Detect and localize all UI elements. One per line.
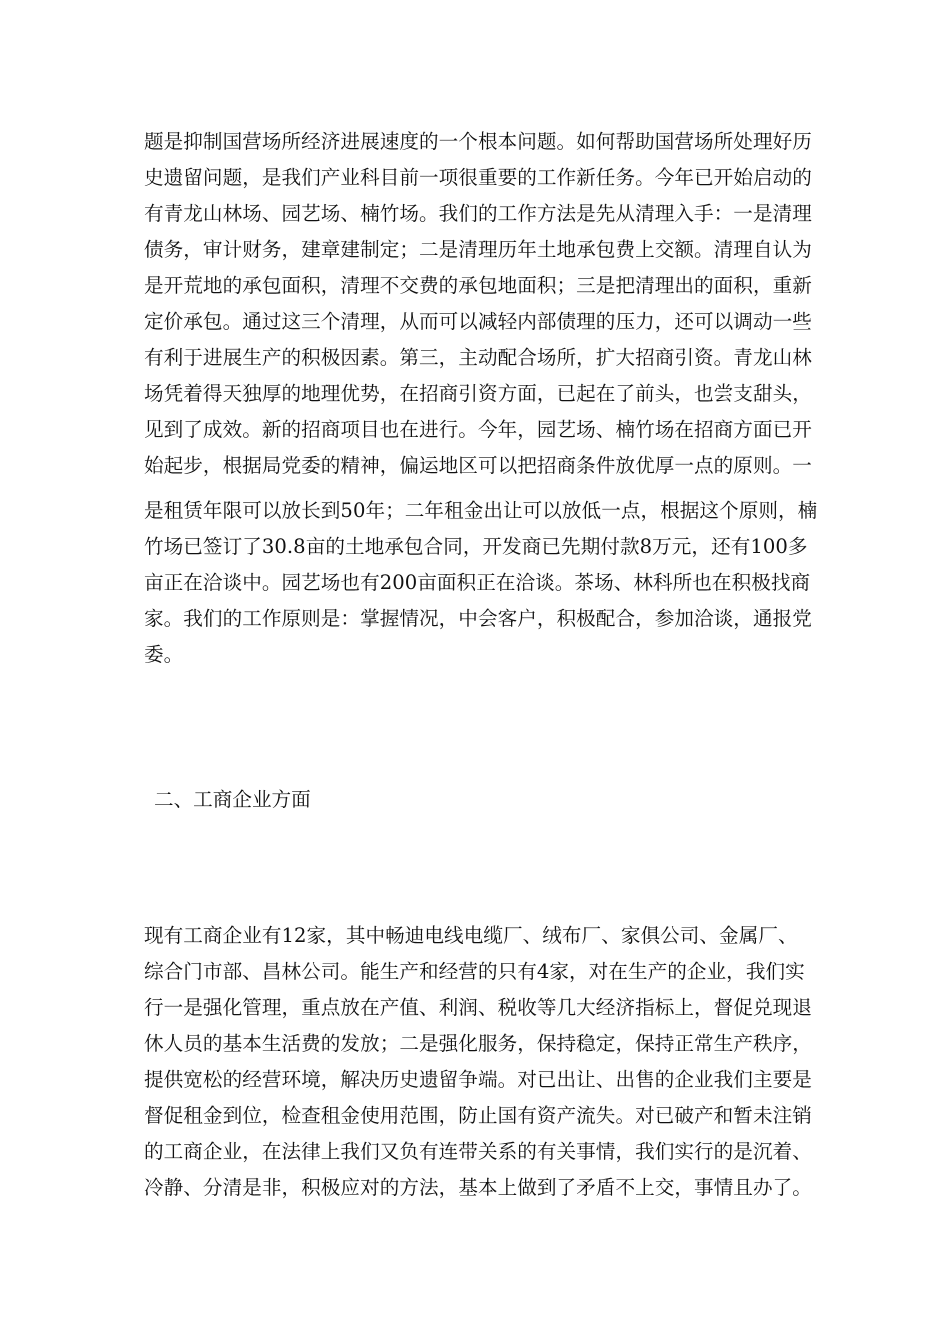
paragraph-2-line: 提供宽松的经营环境，解决历史遗留争端。对已出让、出售的企业我们主要是 xyxy=(144,1068,812,1091)
paragraph-2-line: 休人员的基本生活费的发放；二是强化服务，保持稳定，保持正常生产秩序， xyxy=(144,1032,812,1055)
paragraph-1-line: 场凭着得天独厚的地理优势，在招商引资方面，已起在了前头，也尝支甜头， xyxy=(144,382,812,405)
paragraph-1-line: 是开荒地的承包面积，清理不交费的承包地面积；三是把清理出的面积，重新 xyxy=(144,274,812,297)
paragraph-2-line: 现有工商企业有12家，其中畅迪电线电缆厂、绒布厂、家俱公司、金属厂、 xyxy=(144,924,798,947)
paragraph-2-line: 督促租金到位，检查租金使用范围，防止国有资产流失。对已破产和暂未注销 xyxy=(144,1104,812,1127)
paragraph-1-line: 家。我们的工作原则是：掌握情况，中会客户，积极配合，参加洽谈，通报党 xyxy=(144,607,812,630)
paragraph-2-line: 的工商企业，在法律上我们又负有连带关系的有关事情，我们实行的是沉着、 xyxy=(144,1140,812,1163)
paragraph-1-line: 始起步，根据局党委的精神，偏运地区可以把招商条件放优厚一点的原则。一 xyxy=(144,454,812,477)
paragraph-1-line: 见到了成效。新的招商项目也在进行。今年，园艺场、楠竹场在招商方面已开 xyxy=(144,418,812,441)
paragraph-1-line: 债务，审计财务，建章建制定；二是清理历年土地承包费上交额。清理自认为 xyxy=(144,238,812,261)
paragraph-1-line: 亩正在洽谈中。园艺场也有200亩面积正在洽谈。茶场、林科所也在积极找商 xyxy=(144,571,811,594)
paragraph-2-line: 综合门市部、昌林公司。能生产和经营的只有4家，对在生产的企业，我们实 xyxy=(144,960,805,983)
paragraph-1-line: 有青龙山林场、园艺场、楠竹场。我们的工作方法是先从清理入手：一是清理 xyxy=(144,202,812,225)
paragraph-1-line: 定价承包。通过这三个清理，从而可以减轻内部债理的压力，还可以调动一些 xyxy=(144,310,812,333)
section-heading: 二、工商企业方面 xyxy=(154,788,311,811)
paragraph-1-line: 史遗留问题，是我们产业科目前一项很重要的工作新任务。今年已开始启动的 xyxy=(144,166,812,189)
paragraph-1-line: 竹场已签订了30.8亩的土地承包合同，开发商已先期付款8万元，还有100多 xyxy=(144,535,808,558)
paragraph-1-line: 题是抑制国营场所经济进展速度的一个根本问题。如何帮助国营场所处理好历 xyxy=(144,130,812,153)
paragraph-1-line: 委。 xyxy=(144,643,184,666)
paragraph-2-line: 行一是强化管理，重点放在产值、利润、税收等几大经济指标上，督促兑现退 xyxy=(144,996,812,1019)
paragraph-1-line: 有利于进展生产的积极因素。第三，主动配合场所，扩大招商引资。青龙山林 xyxy=(144,346,812,369)
paragraph-2-line: 冷静、分清是非，积极应对的方法，基本上做到了矛盾不上交，事情且办了。 xyxy=(144,1176,812,1199)
paragraph-1-line: 是租赁年限可以放长到50年；二年租金出让可以放低一点，根据这个原则，楠 xyxy=(144,499,818,522)
